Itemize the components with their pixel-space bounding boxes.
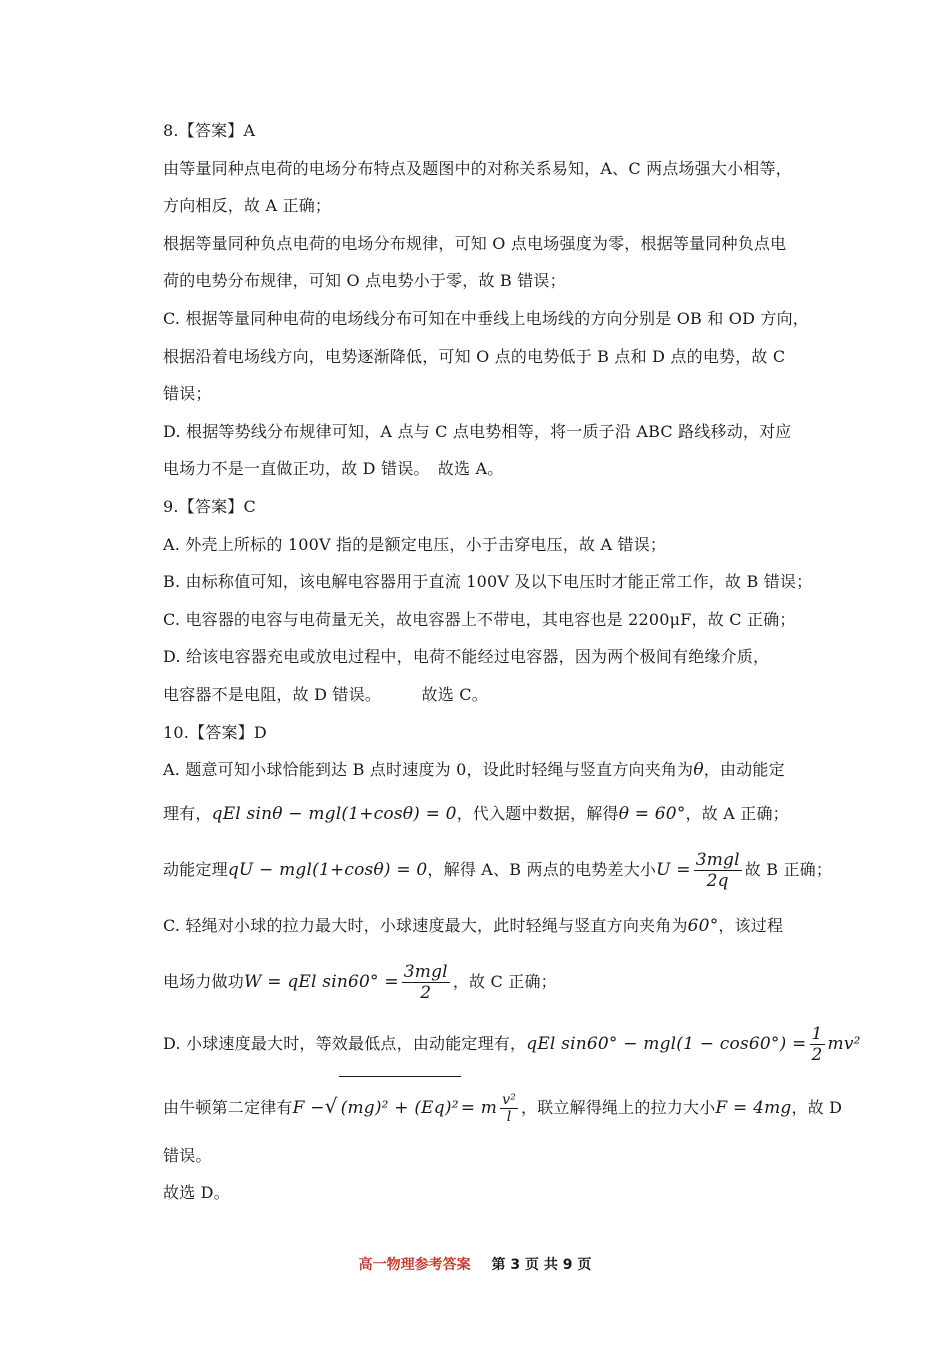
footer-page-number: 第 3 页 共 9 页 [491,1257,592,1273]
q9-line: 电容器不是电阻，故 D 错误。 故选 C。 [163,684,488,704]
q8-line: 错误； [163,384,212,404]
equation: F = 4mg [715,1097,792,1118]
q10-line-c1 [163,901,823,951]
q10-line-d1 [163,1013,861,1075]
equation: 60° [687,915,719,936]
text: 动能定理 [163,859,228,879]
fraction [402,962,450,1003]
text: ，代入题中数据，解得 [456,803,619,823]
sqrt-radicand: (mg)² + (Eq)² [339,1076,461,1139]
fraction [694,850,742,891]
fraction-denominator: 2 [811,1044,823,1065]
q9-heading: 9.【答案】C [163,496,256,516]
text: 电场力做功 [163,971,245,991]
equation: F − [292,1097,325,1118]
fraction [500,1092,518,1125]
fraction-numerator: v² [502,1091,517,1108]
equation: U = [656,859,691,880]
text: A. 题意可知小球恰能到达 B 点时速度为 0，设此时轻绳与竖直方向夹角为 [163,760,694,780]
text: 理有， [163,803,212,823]
q10-final: 故选 D。 [163,1183,230,1203]
fraction-numerator: 3mgl [403,961,448,982]
q9-line: B. 由标称值可知，该电解电容器用于直流 100V 及以下电压时才能正常工作，故 B 错误； [163,572,813,592]
q8-line: 电场力不是一直做正功，故 D 错误。 故选 A。 [163,459,504,479]
text: ，故 A 正确； [685,803,789,823]
q8-line: 荷的电势分布规律，可知 O 点电势小于零，故 B 错误； [163,271,566,291]
q8-line: 由等量同种点电荷的电场分布特点及题图中的对称关系易知，A、C 两点场强大小相等， [163,158,792,178]
equation: qU − mgl(1+cosθ) = 0 [227,859,428,880]
page-footer [0,1254,950,1274]
fraction-denominator: 2q [706,870,729,891]
q10-line-a2 [163,789,823,839]
fraction-denominator: l [506,1108,512,1125]
q8-line: 方向相反，故 A 正确； [163,196,332,216]
q10-line-d3: 错误。 [163,1145,212,1165]
q10-line-d2 [163,1075,843,1137]
text: ，故 C 正确； [452,971,557,991]
equation: mv² [827,1033,861,1054]
text: D. 小球速度最大时，等效最低点，由动能定理有， [163,1033,527,1053]
equation: θ = 60° [618,803,686,824]
q10-heading: 10.【答案】D [163,722,267,742]
fraction-numerator: 3mgl [695,849,740,870]
q8-line: D. 根据等势线分布规律可知，A 点与 C 点电势相等，将一质子沿 ABC 路线移动，对应 [163,421,792,441]
equation: qEl sin60° − mgl(1 − cos60°) = [526,1033,807,1054]
text: ，解得 A、B 两点的电势差大小 [427,859,657,879]
equation: qEl sinθ − mgl(1+cosθ) = 0 [211,803,457,824]
q8-line: 根据沿着电场线方向，电势逐渐降低，可知 O 点的电势低于 B 点和 D 点的电势，故 C [163,346,786,366]
text: C. 轻绳对小球的拉力最大时，小球速度最大，此时轻绳与竖直方向夹角为 [163,915,688,935]
q10-line-b [163,839,833,901]
sqrt-symbol: √ [324,1093,338,1118]
fraction-numerator: 1 [811,1023,823,1044]
q8-heading: 8.【答案】A [163,121,256,140]
fraction [810,1024,825,1065]
q8-line: C. 根据等量同种电荷的电场线分布可知在中垂线上电场线的方向分别是 OB 和 OD 方向， [163,308,810,328]
theta-symbol: θ [693,760,704,781]
q9-line: D. 给该电容器充电或放电过程中，电荷不能经过电容器，因为两个极间有绝缘介质， [163,647,770,667]
q9-line: A. 外壳上所标的 100V 指的是额定电压，小于击穿电压，故 A 错误； [163,534,667,554]
text: ，故 D [791,1097,843,1117]
fraction-denominator: 2 [420,982,432,1003]
text: ，由动能定 [703,760,785,780]
footer-title: 高一物理参考答案 [358,1257,471,1273]
text: 由牛顿第二定律有 [163,1097,293,1117]
equation: W = qEl sin60° = [244,971,399,992]
q9-line: C. 电容器的电容与电荷量无关，故电容器上不带电，其电容也是 2200μF，故 C 正确； [163,609,796,629]
text: ，该过程 [718,915,784,935]
text: 故 B 正确； [744,859,833,879]
text: ，联立解得绳上的拉力大小 [521,1097,716,1117]
answer-content [163,112,861,1212]
q8-line: 根据等量同种负点电荷的电场分布规律，可知 O 点电场强度为零，根据等量同种负点电 [163,233,787,253]
q10-line-a1 [163,751,823,789]
equation: = m [460,1097,498,1118]
q10-line-c2 [163,951,823,1013]
